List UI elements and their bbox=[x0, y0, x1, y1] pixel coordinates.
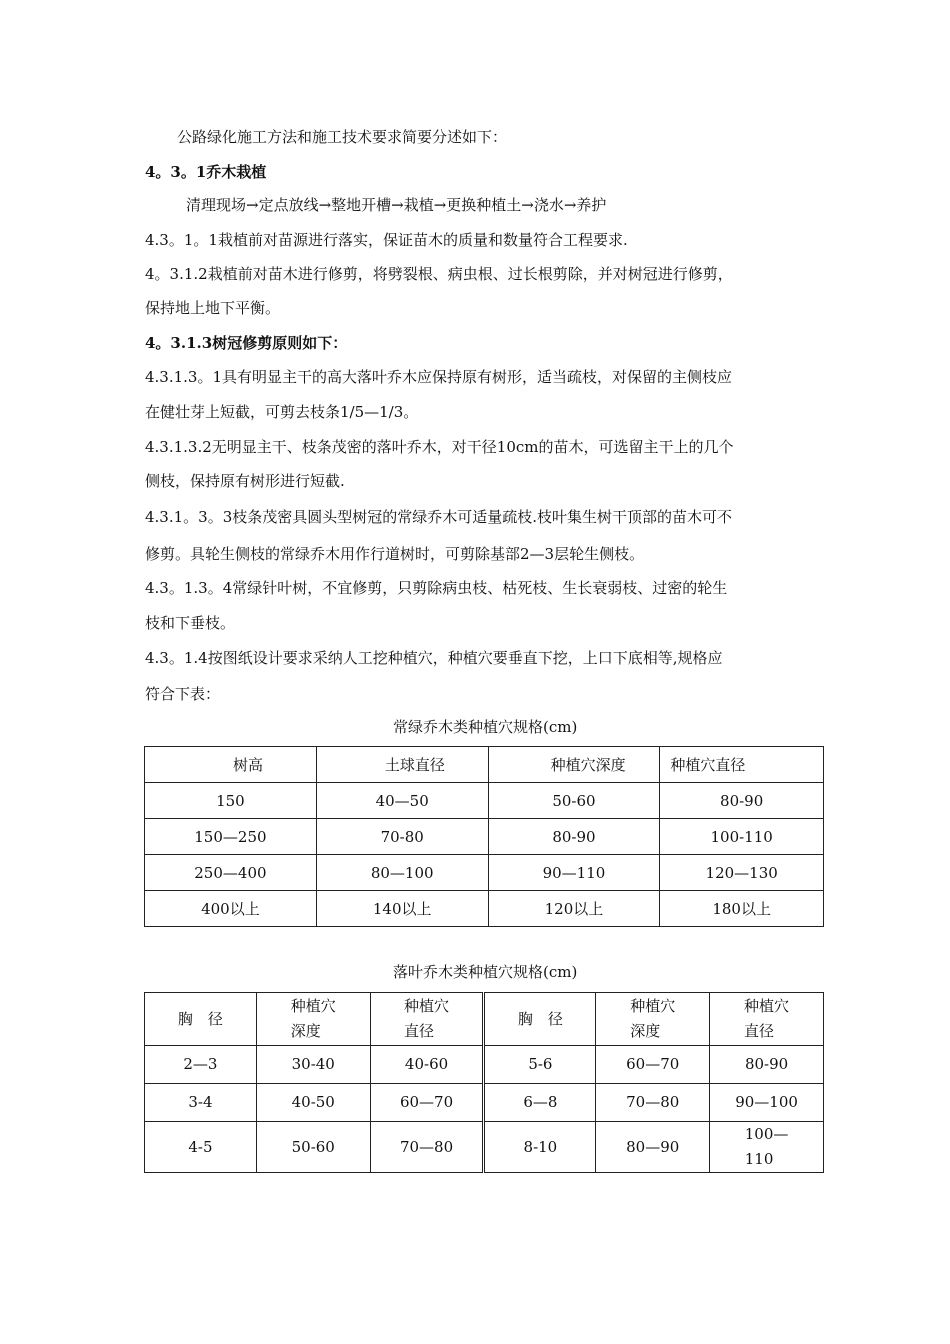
table-header-cell: 种植穴深度 bbox=[488, 747, 660, 783]
table-cell: 70—80 bbox=[596, 1084, 710, 1122]
table-cell: 150 bbox=[145, 783, 317, 819]
table-row bbox=[145, 783, 824, 819]
table-header-text: 种植穴 直径 bbox=[744, 997, 790, 1040]
table-cell: 30-40 bbox=[256, 1046, 370, 1084]
paragraph-4-3-1-3-1-line2: 在健壮芽上短截，可剪去枝条1/5—1/3。 bbox=[145, 403, 419, 421]
deciduous-planting-hole-table bbox=[144, 992, 824, 1173]
table-cell: 80—90 bbox=[596, 1122, 710, 1173]
table-header-cell: 土球直径 bbox=[316, 747, 488, 783]
paragraph-4-3-1-3-2-line1: 4.3.1.3.2无明显主干、枝条茂密的落叶乔木，对干径10cm的苗木，可选留主干上的几个 bbox=[145, 438, 734, 456]
table-header-text: 种植穴 直径 bbox=[404, 997, 450, 1040]
table-header-cell: 胸 径 bbox=[484, 993, 596, 1046]
table-cell: 90—110 bbox=[488, 855, 660, 891]
table-row bbox=[145, 1046, 824, 1084]
table-row bbox=[145, 1122, 824, 1173]
table-cell: 90—100 bbox=[710, 1084, 824, 1122]
table-cell: 70—80 bbox=[370, 1122, 484, 1173]
paragraph-4-3-1-4-line1: 4.3。1.4按图纸设计要求采纳人工挖种植穴，种植穴要垂直下挖，上口下底相等,规格应 bbox=[145, 649, 723, 667]
section-heading-4-3-1-3: 4。3.1.3树冠修剪原则如下： bbox=[145, 334, 348, 352]
paragraph-4-3-1-2-line2: 保持地上地下平衡。 bbox=[145, 299, 281, 317]
table-cell bbox=[710, 1122, 824, 1173]
paragraph-4-3-1-3-1-line1: 4.3.1.3。1具有明显主干的高大落叶乔木应保持原有树形，适当疏枝，对保留的主侧枝应 bbox=[145, 368, 733, 386]
table-cell: 120以上 bbox=[488, 891, 660, 927]
table-row bbox=[145, 819, 824, 855]
table-cell: 6—8 bbox=[484, 1084, 596, 1122]
table-header-text: 种植穴 深度 bbox=[290, 997, 336, 1040]
table-cell: 400以上 bbox=[145, 891, 317, 927]
table-header-text: 种植穴 深度 bbox=[630, 997, 676, 1040]
table-header-cell bbox=[256, 993, 370, 1046]
table-cell: 5-6 bbox=[484, 1046, 596, 1084]
section-heading-4-3-1: 4。3。1乔木栽植 bbox=[145, 163, 267, 181]
paragraph-4-3-1-4-line2: 符合下表： bbox=[145, 685, 221, 703]
table-cell: 80-90 bbox=[488, 819, 660, 855]
paragraph-4-3-1-3-2-line2: 侧枝，保持原有树形进行短截. bbox=[145, 472, 345, 490]
table-cell: 50-60 bbox=[488, 783, 660, 819]
table-cell: 180以上 bbox=[660, 891, 824, 927]
table-cell: 120—130 bbox=[660, 855, 824, 891]
intro-paragraph: 公路绿化施工方法和施工技术要求简要分述如下： bbox=[177, 128, 508, 146]
evergreen-planting-hole-table bbox=[144, 746, 824, 927]
paragraph-4-3-1-3-3-line1: 4.3.1。3。3枝条茂密具圆头型树冠的常绿乔木可适量疏枝.枝叶集生树干顶部的苗木可不 bbox=[145, 508, 733, 526]
table-cell: 80—100 bbox=[316, 855, 488, 891]
table-row bbox=[145, 891, 824, 927]
table-header-cell: 胸 径 bbox=[145, 993, 257, 1046]
table-cell: 3-4 bbox=[145, 1084, 257, 1122]
table-cell: 60—70 bbox=[596, 1046, 710, 1084]
table-cell: 80-90 bbox=[660, 783, 824, 819]
table-header-cell bbox=[710, 993, 824, 1046]
table-cell: 2—3 bbox=[145, 1046, 257, 1084]
table1-caption: 常绿乔木类种植穴规格(cm) bbox=[393, 718, 578, 736]
table-cell: 4-5 bbox=[145, 1122, 257, 1173]
table-header-cell: 树高 bbox=[145, 747, 317, 783]
table-cell: 50-60 bbox=[256, 1122, 370, 1173]
table-cell: 40-50 bbox=[256, 1084, 370, 1122]
table-header-cell bbox=[596, 993, 710, 1046]
table-cell: 40—50 bbox=[316, 783, 488, 819]
paragraph-4-3-1-1: 4.3。1。1栽植前对苗源进行落实，保证苗木的质量和数量符合工程要求. bbox=[145, 231, 628, 249]
paragraph-4-3-1-3-4-line2: 枝和下垂枝。 bbox=[145, 614, 236, 632]
table-row bbox=[145, 1084, 824, 1122]
table-row bbox=[145, 855, 824, 891]
table-cell: 40-60 bbox=[370, 1046, 484, 1084]
table-header-row bbox=[145, 993, 824, 1046]
table-cell: 70-80 bbox=[316, 819, 488, 855]
table-header-cell bbox=[370, 993, 484, 1046]
table-header-row bbox=[145, 747, 824, 783]
table-cell-text: 100— 110 bbox=[744, 1125, 789, 1168]
table-cell: 150—250 bbox=[145, 819, 317, 855]
table-cell: 100-110 bbox=[660, 819, 824, 855]
paragraph-4-3-1-2-line1: 4。3.1.2栽植前对苗木进行修剪，将劈裂根、病虫根、过长根剪除，并对树冠进行修剪， bbox=[145, 265, 733, 283]
paragraph-4-3-1-3-4-line1: 4.3。1.3。4常绿针叶树，不宜修剪，只剪除病虫枝、枯死枝、生长衰弱枝、过密的轮生 bbox=[145, 579, 728, 597]
table-header-cell: 种植穴直径 bbox=[660, 747, 824, 783]
table-cell: 8-10 bbox=[484, 1122, 596, 1173]
paragraph-4-3-1-3-3-line2: 修剪。具轮生侧枝的常绿乔木用作行道树时，可剪除基部2—3层轮生侧枝。 bbox=[145, 545, 645, 563]
table-cell: 250—400 bbox=[145, 855, 317, 891]
table-cell: 60—70 bbox=[370, 1084, 484, 1122]
table2-caption: 落叶乔木类种植穴规格(cm) bbox=[393, 963, 578, 981]
table-cell: 80-90 bbox=[710, 1046, 824, 1084]
table-cell: 140以上 bbox=[316, 891, 488, 927]
process-flow: 清理现场→定点放线→整地开槽→栽植→更换种植土→浇水→养护 bbox=[186, 196, 607, 214]
